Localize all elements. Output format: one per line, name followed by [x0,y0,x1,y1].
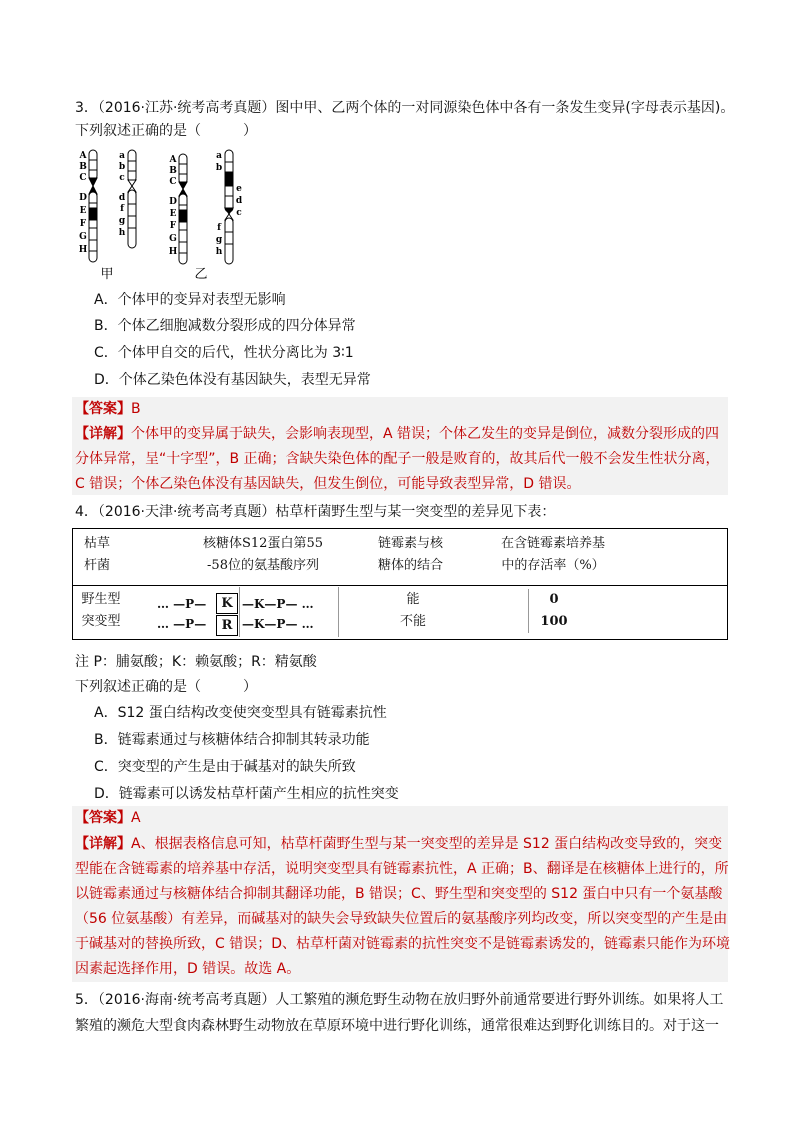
svg-text:c: c [236,208,242,218]
seq-box-mutant: R [216,615,238,636]
jia-chromosome-1 [89,150,97,262]
svg-text:f: f [120,204,124,214]
q3-option-c: C．个体甲自交的后代，性状分离比为 3∶1 [94,345,354,361]
table-row-names: 野生型 突变型 [81,592,121,629]
q3-answer: B [131,401,141,417]
q3-answer-box [72,397,728,495]
seq-right-wild: —K—P— … [242,597,314,611]
q3-option-a: A．个体甲的变异对表型无影响 [94,292,286,308]
q4-question: 下列叙述正确的是（ ） [75,679,257,695]
q3-stem-line1: 3．（2016·江苏·统考高考真题）图中甲、乙两个体的一对同源染色体中各有一条发生变异(字母表示基因)。 [75,100,735,116]
svg-text:H: H [78,245,88,255]
q5-line1: 5．（2016·海南·统考高考真题）人工繁殖的濒危野生动物在放归野外前通常要进行野外训练。如果将人工 [75,992,724,1008]
svg-text:D: D [169,197,177,207]
svg-text:甲: 甲 [100,267,114,282]
svg-text:H: H [168,247,178,257]
svg-text:A: A [169,155,177,165]
jia-chromosome-2 [128,150,136,248]
svg-text:g: g [118,216,126,226]
q4-answer-box [72,806,731,982]
q3-option-b: B．个体乙细胞减数分裂形成的四分体异常 [94,318,356,334]
svg-text:d: d [235,196,243,206]
q4-note: 注 P：脯氨酸；K：赖氨酸；R：精氨酸 [75,654,317,670]
seq-box-wild: K [216,593,238,614]
svg-text:a: a [216,151,222,161]
svg-text:F: F [169,221,177,231]
yi-chromosome-1 [179,154,187,264]
table-header-binding: 链霉素与核 糖体的结合 [377,536,443,573]
table-binding-values: 能 不能 [399,592,426,629]
q4-detail-line-5: 于碱基对的替换所致，C 错误；D、枯草杆菌对链霉素的抗性突变不是链霉素诱发的，链霉素只能作为环境 [75,936,731,952]
q4-answer-tag: 【答案】 [75,810,131,826]
svg-text:A: A [79,151,87,161]
seq-left-mutant: … —P— [157,617,207,631]
svg-text:C: C [169,177,177,187]
q4-detail-line-6: 因素起选择作用，D 错误。故选 A。 [75,961,301,977]
svg-text:B: B [79,162,87,172]
q4-detail-line-2: 型能在含链霉素的培养基中存活，说明突变型具有链霉素抗性，A 正确；B、翻译是在核糖体上进行的，所 [75,861,729,877]
q3-detail-line-1: 个体甲的变异属于缺失，会影响表现型，A 错误；个体乙发生的变异是倒位，减数分裂形成的四 [131,426,720,442]
q4-detail-line-3: 以链霉素通过与核糖体结合抑制其翻译功能，B 错误；C、野生型和突变型的 S12 蛋白中只有一个氨基酸 [75,886,723,902]
svg-text:B: B [169,166,177,176]
svg-text:C: C [79,173,87,183]
q4-option-b: B．链霉素通过与核糖体结合抑制其转录功能 [94,732,370,748]
q3-answer-tag: 【答案】 [75,401,131,417]
q4-option-c: C．突变型的产生是由于碱基对的缺失所致 [94,759,356,775]
q4-detail-tag: 【详解】 [75,836,131,852]
q4-stem: 4．（2016·天津·统考高考真题）枯草杆菌野生型与某一突变型的差异见下表： [75,504,556,520]
q4-detail-line-4: （56 位氨基酸）有差异，而碱基对的缺失会导致缺失位置后的氨基酸序列均改变，所以突变型的产生是由 [75,911,728,927]
svg-text:乙: 乙 [194,267,208,282]
q4-option-a: A．S12 蛋白结构改变使突变型具有链霉素抗性 [94,705,387,721]
svg-text:d: d [118,193,126,203]
q3-detail-tag: 【详解】 [75,426,131,442]
svg-text:E: E [169,209,177,219]
svg-text:E: E [79,206,87,216]
seq-right-mutant: —K—P— … [242,617,314,631]
table-header-survival: 在含链霉素培养基 中的存活率（%） [500,536,605,573]
q4-answer: A [131,810,141,826]
q4-table [72,528,728,640]
svg-text:h: h [118,228,126,238]
svg-text:f: f [217,223,221,233]
q3-detail-line-3: C 错误；个体乙染色体没有基因缺失，但发生倒位，可能导致表型异常，D 错误。 [75,476,581,492]
table-header-bacteria: 枯草 杆菌 [83,536,110,573]
q5-line2: 繁殖的濒危大型食肉森林野生动物放在草原环境中进行野化训练，通常很难达到野化训练目的。对于这一 [75,1018,719,1034]
q4-detail-line-1: A、根据表格信息可知，枯草杆菌野生型与某一突变型的差异是 S12 蛋白结构改变导致的，突变 [131,836,723,852]
q3-option-d: D．个体乙染色体没有基因缺失，表型无异常 [94,372,371,388]
q3-stem-line2: 下列叙述正确的是（ ） [75,123,257,139]
q3-detail-line-2: 分体异常，呈“十字型”，B 正确；含缺失染色体的配子一般是败育的，故其后代一般不会发生性状分离， [75,451,720,467]
svg-text:G: G [79,232,87,242]
svg-text:D: D [79,193,87,203]
svg-text:b: b [215,163,223,173]
q4-option-d: D．链霉素可以诱发枯草杆菌产生相应的抗性突变 [94,786,399,802]
svg-text:a: a [119,151,125,161]
svg-text:g: g [215,235,223,245]
table-survival-values: 0 100 [528,589,579,633]
svg-text:h: h [215,247,223,257]
svg-text:F: F [79,219,87,229]
table-header-sequence: 核糖体S12蛋白第55 -58位的氨基酸序列 [203,536,323,573]
svg-text:G: G [169,234,177,244]
chromosome-diagram [78,148,248,287]
svg-text:c: c [119,173,125,183]
svg-text:b: b [118,162,126,172]
yi-chromosome-2 [225,150,233,264]
seq-left-wild: … —P— [157,597,207,611]
svg-text:e: e [236,184,242,194]
